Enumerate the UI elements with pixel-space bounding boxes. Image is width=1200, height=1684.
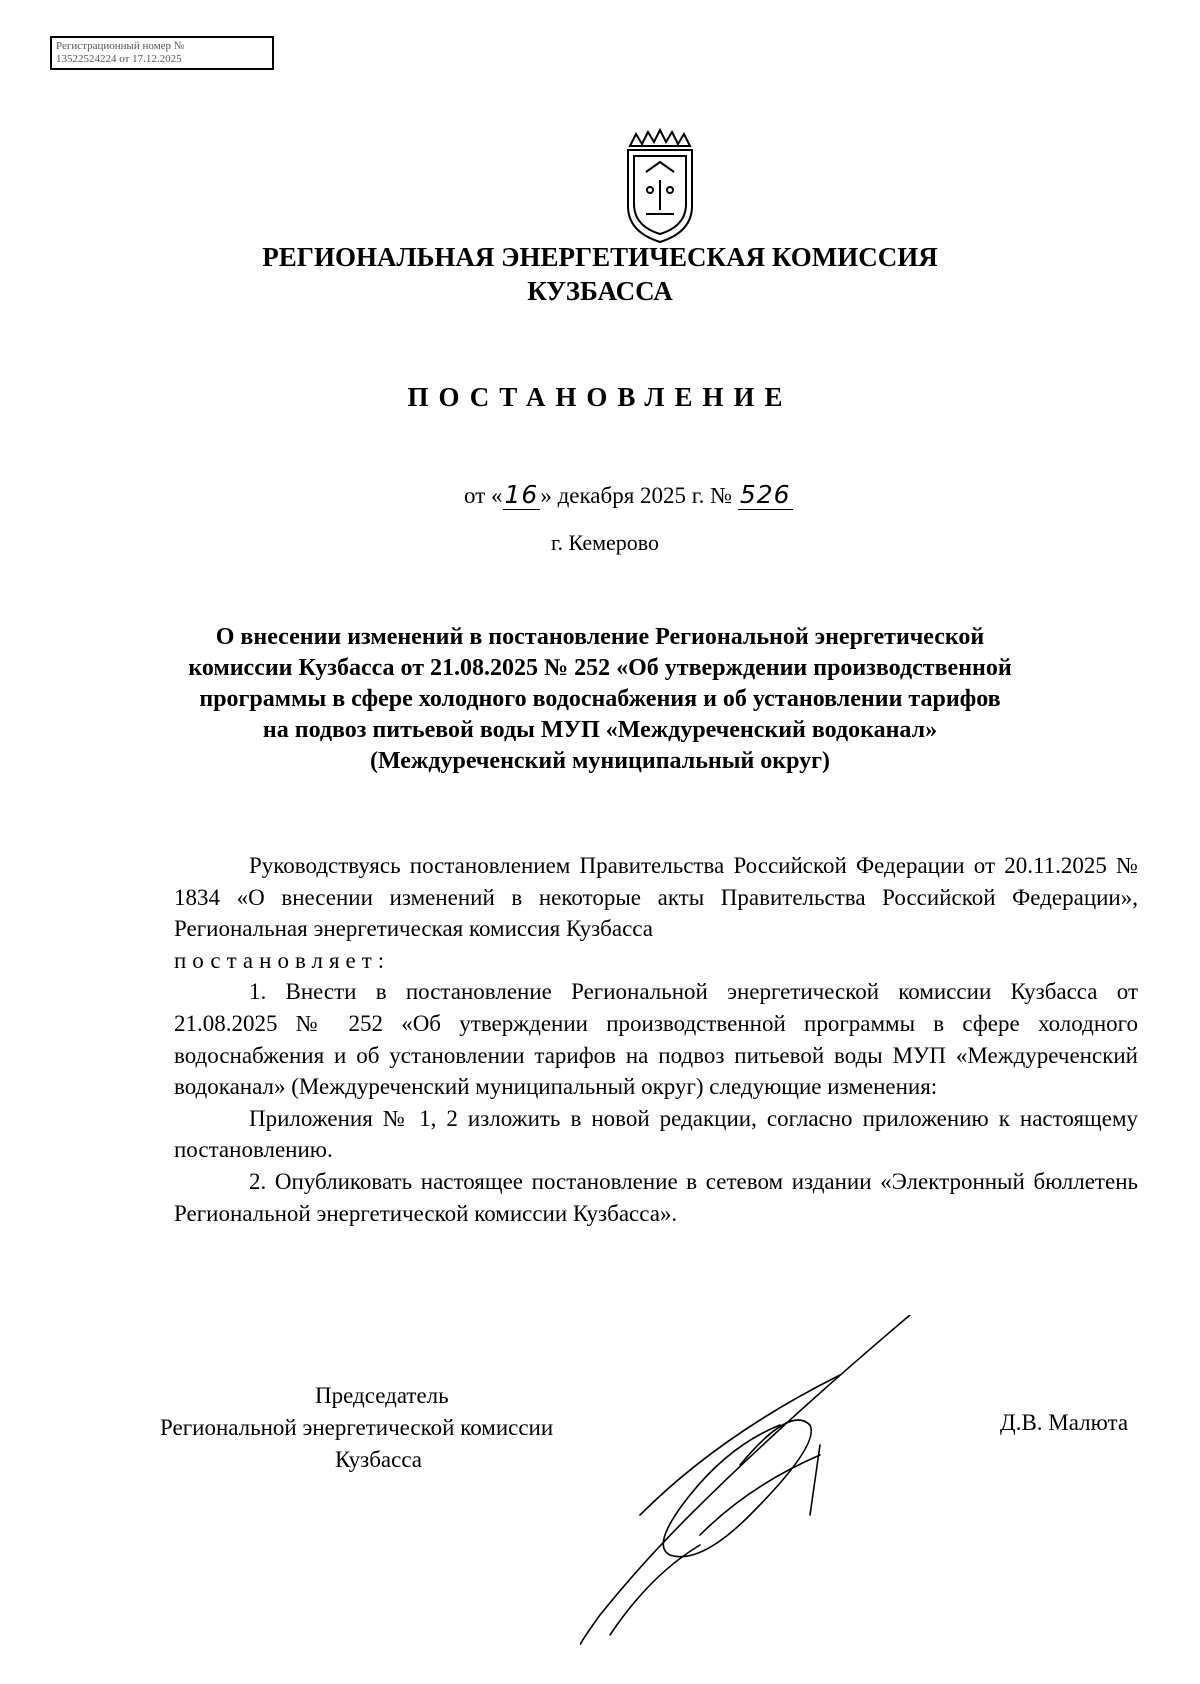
title-line: комиссии Кузбасса от 21.08.2025 № 252 «Об утверждении производственной: [188, 655, 1012, 681]
paragraph-preamble: [174, 850, 1138, 976]
paragraph-item-2: 2. Опубликовать настоящее постановление в сетевом издании «Электронный бюллетень Региональной энергетической комиссии Кузбасса».: [174, 1168, 1138, 1226]
org-name-line2: КУЗБАССА: [527, 276, 673, 306]
position-line: Кузбасса: [335, 1447, 423, 1472]
position-line: Председатель: [315, 1383, 449, 1408]
document-body: [174, 850, 1138, 1229]
registration-line1: Регистрационный номер №: [56, 40, 185, 52]
paragraph-item-1: 1. Внести в постановление Региональной энергетической комиссии Кузбасса от 21.08.2025 № 252 «Об утверждении производственной программы в сфере холодного водоснабжения и об установлении тарифов на подвоз питьевой воды МУП «Междуреченский водоканал» (Междуреченский муниципальный округ) следующие изменения:: [174, 979, 1138, 1100]
registration-stamp: [50, 36, 274, 70]
paragraph-appendix: Приложения № 1, 2 изложить в новой редакции, согласно приложению к настоящему постановлению.: [174, 1105, 1138, 1163]
signatory-name: Д.В. Малюта: [1000, 1410, 1129, 1435]
date-prefix: от «: [464, 483, 503, 508]
org-name-line1: РЕГИОНАЛЬНАЯ ЭНЕРГЕТИЧЕСКАЯ КОМИССИЯ: [262, 242, 938, 272]
date-line: [464, 480, 793, 509]
document-type: ПОСТАНОВЛЕНИЕ: [407, 382, 793, 412]
resolve-word: постановляет:: [174, 947, 391, 973]
title-line: программы в сфере холодного водоснабжения и об установлении тарифов: [199, 686, 1001, 712]
title-line: О внесении изменений в постановление Региональной энергетической: [215, 624, 985, 650]
preamble-text: Руководствуясь постановлением Правительства Российской Федерации от 20.11.2025 № 1834 «О внесении изменений в некоторые акты Правительства Российской Федерации», Региональная энергетическая комиссия Кузбасса: [174, 853, 1138, 942]
handwritten-signature-icon: [580, 1315, 1000, 1645]
city: г. Кемерово: [550, 530, 660, 555]
date-middle: » декабря 2025 г. №: [540, 483, 733, 508]
date-day: 16: [504, 480, 539, 509]
coat-of-arms-icon: [620, 128, 700, 246]
document-title: [140, 622, 1060, 777]
registration-line2: 13522524224 от 17.12.2025: [56, 53, 182, 65]
title-line: (Междуреченский муниципальный округ): [369, 748, 831, 774]
document-number: 526: [739, 480, 791, 509]
title-line: на подвоз питьевой воды МУП «Междуреченский водоканал»: [262, 717, 938, 743]
position-line: Региональной энергетической комиссии: [160, 1415, 554, 1440]
